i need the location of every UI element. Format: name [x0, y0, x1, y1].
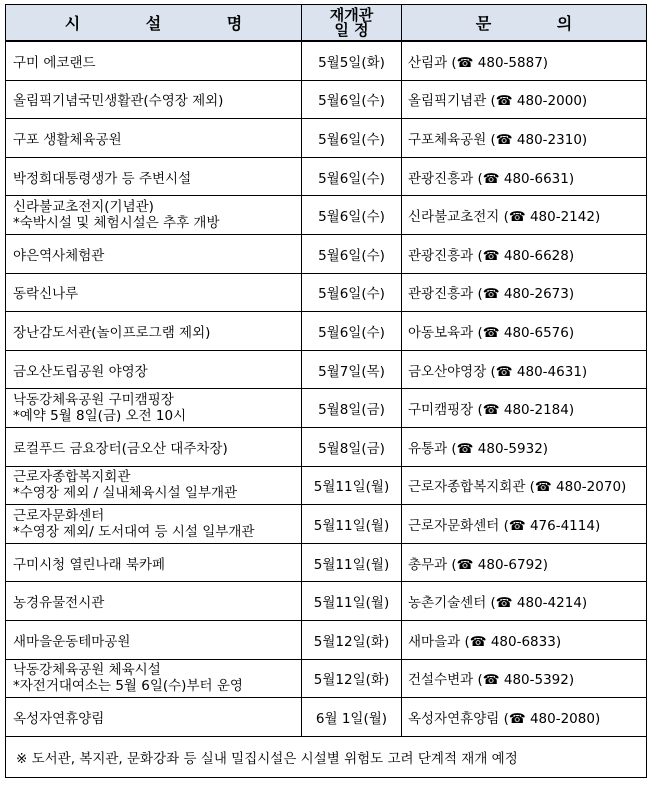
contact-info: 올림픽기념관 (☎ 480-2000)	[402, 80, 647, 119]
contact-info: 산림과 (☎ 480-5887)	[402, 41, 647, 80]
table-row	[6, 196, 647, 235]
facility-name	[6, 273, 302, 312]
facility-name	[6, 196, 302, 235]
contact-info: 구미캠핑장 (☎ 480-2184)	[402, 389, 647, 428]
reopening-date: 5월6일(수)	[302, 196, 402, 235]
reopening-date: 5월11일(월)	[302, 466, 402, 505]
facility-name	[6, 80, 302, 119]
facility-name	[6, 312, 302, 351]
facility-name-line: 낙동강체육공원 구미캠핑장	[13, 392, 174, 409]
header-row	[6, 5, 647, 42]
facility-note-line: *수영장 제외 / 실내체육시설 일부개관	[13, 485, 238, 502]
reopening-date: 5월6일(수)	[302, 312, 402, 351]
reopening-date: 6월 1일(월)	[302, 698, 402, 737]
facility-name-line: 농경유물전시관	[13, 595, 105, 612]
facility-name-line: 근로자문화센터	[13, 507, 105, 524]
contact-info: 금오산야영장 (☎ 480-4631)	[402, 350, 647, 389]
reopening-date: 5월12일(화)	[302, 620, 402, 659]
contact-info: 관광진흥과 (☎ 480-6631)	[402, 157, 647, 196]
header-schedule-line1: 재개관	[329, 5, 374, 24]
reopening-date: 5월6일(수)	[302, 80, 402, 119]
table-row	[6, 582, 647, 621]
reopening-date: 5월12일(화)	[302, 659, 402, 698]
facility-name-line: 올림픽기념국민생활관(수영장 제외)	[13, 93, 224, 110]
contact-info: 신라불교초전지 (☎ 480-2142)	[402, 196, 647, 235]
facility-name	[6, 41, 302, 80]
facility-name-line: 근로자종합복지회관	[13, 469, 131, 486]
facility-name-line: 구포 생활체육공원	[13, 131, 122, 148]
contact-info: 농촌기술센터 (☎ 480-4214)	[402, 582, 647, 621]
contact-info: 관광진흥과 (☎ 480-2673)	[402, 273, 647, 312]
table-row	[6, 157, 647, 196]
table-row	[6, 312, 647, 351]
header-facility: 시 설 명	[6, 5, 302, 42]
facility-name-line: 야은역사체험관	[13, 247, 105, 264]
contact-info: 근로자종합복지회관 (☎ 480-2070)	[402, 466, 647, 505]
facility-name-line: 박정희대통령생가 등 주변시설	[13, 170, 192, 187]
reopening-date: 5월8일(금)	[302, 427, 402, 466]
table-row	[6, 119, 647, 158]
facility-name	[6, 505, 302, 544]
table-row	[6, 80, 647, 119]
contact-info: 옥성자연휴양림 (☎ 480-2080)	[402, 698, 647, 737]
reopening-date: 5월11일(월)	[302, 543, 402, 582]
facility-name-line: 장난감도서관(놀이프로그램 제외)	[13, 324, 211, 341]
facility-note-line: *예약 5월 8일(금) 오전 10시	[13, 408, 187, 425]
facility-name	[6, 157, 302, 196]
reopening-date: 5월5일(화)	[302, 41, 402, 80]
reopening-date: 5월6일(수)	[302, 119, 402, 158]
table-row	[6, 505, 647, 544]
table-row	[6, 543, 647, 582]
facility-name-line: 금오산도립공원 야영장	[13, 363, 148, 380]
reopening-date: 5월11일(월)	[302, 582, 402, 621]
facility-name-line: 로컬푸드 금요장터(금오산 대주차장)	[13, 440, 228, 457]
contact-info: 새마을과 (☎ 480-6833)	[402, 620, 647, 659]
facility-name	[6, 582, 302, 621]
contact-info: 총무과 (☎ 480-6792)	[402, 543, 647, 582]
table-row	[6, 234, 647, 273]
facility-note-line: *수영장 제외/ 도서대여 등 시설 일부개관	[13, 523, 255, 540]
facility-name	[6, 350, 302, 389]
table-row	[6, 389, 647, 428]
contact-info: 아동보육과 (☎ 480-6576)	[402, 312, 647, 351]
facility-name	[6, 698, 302, 737]
schedule-table	[5, 4, 647, 778]
facility-name	[6, 234, 302, 273]
facility-name	[6, 659, 302, 698]
header-contact: 문 의	[402, 5, 647, 42]
facility-note-line: *숙박시설 및 체험시설은 추후 개방	[13, 215, 220, 232]
facility-name-line: 구미 에코랜드	[13, 54, 96, 71]
facility-name	[6, 543, 302, 582]
facility-name-line: 구미시청 열린나래 북카페	[13, 556, 166, 573]
reopening-date: 5월8일(금)	[302, 389, 402, 428]
facility-note-line: *자전거대여소는 5월 6일(수)부터 운영	[13, 678, 243, 695]
facility-name-line: 동락신나루	[13, 286, 79, 303]
contact-info: 유통과 (☎ 480-5932)	[402, 427, 647, 466]
table-row	[6, 620, 647, 659]
table-row	[6, 466, 647, 505]
reopening-date: 5월6일(수)	[302, 234, 402, 273]
footnote-row	[6, 736, 647, 777]
facility-name	[6, 620, 302, 659]
contact-info: 관광진흥과 (☎ 480-6628)	[402, 234, 647, 273]
facility-name	[6, 389, 302, 428]
reopening-date: 5월6일(수)	[302, 273, 402, 312]
facility-name-line: 새마을운동테마공원	[13, 633, 131, 650]
facility-name-line: 낙동강체육공원 체육시설	[13, 662, 161, 679]
header-schedule-line2: 일 정	[334, 20, 369, 39]
facility-name	[6, 119, 302, 158]
contact-info: 건설수변과 (☎ 480-5392)	[402, 659, 647, 698]
facility-name-line: 옥성자연휴양림	[13, 710, 105, 727]
table-row	[6, 698, 647, 737]
reopening-schedule	[5, 4, 646, 778]
reopening-date: 5월11일(월)	[302, 505, 402, 544]
table-row	[6, 41, 647, 80]
table-row	[6, 659, 647, 698]
table-row	[6, 427, 647, 466]
header-schedule	[302, 5, 402, 42]
reopening-date: 5월7일(목)	[302, 350, 402, 389]
reopening-date: 5월6일(수)	[302, 157, 402, 196]
contact-info: 구포체육공원 (☎ 480-2310)	[402, 119, 647, 158]
facility-name	[6, 466, 302, 505]
contact-info: 근로자문화센터 (☎ 476-4114)	[402, 505, 647, 544]
facility-name-line: 신라불교초전지(기념관)	[13, 199, 154, 216]
footnote: ※ 도서관, 복지관, 문화강좌 등 실내 밀집시설은 시설별 위험도 고려 단계적 재개 예정	[6, 736, 647, 777]
table-row	[6, 273, 647, 312]
table-row	[6, 350, 647, 389]
facility-name	[6, 427, 302, 466]
